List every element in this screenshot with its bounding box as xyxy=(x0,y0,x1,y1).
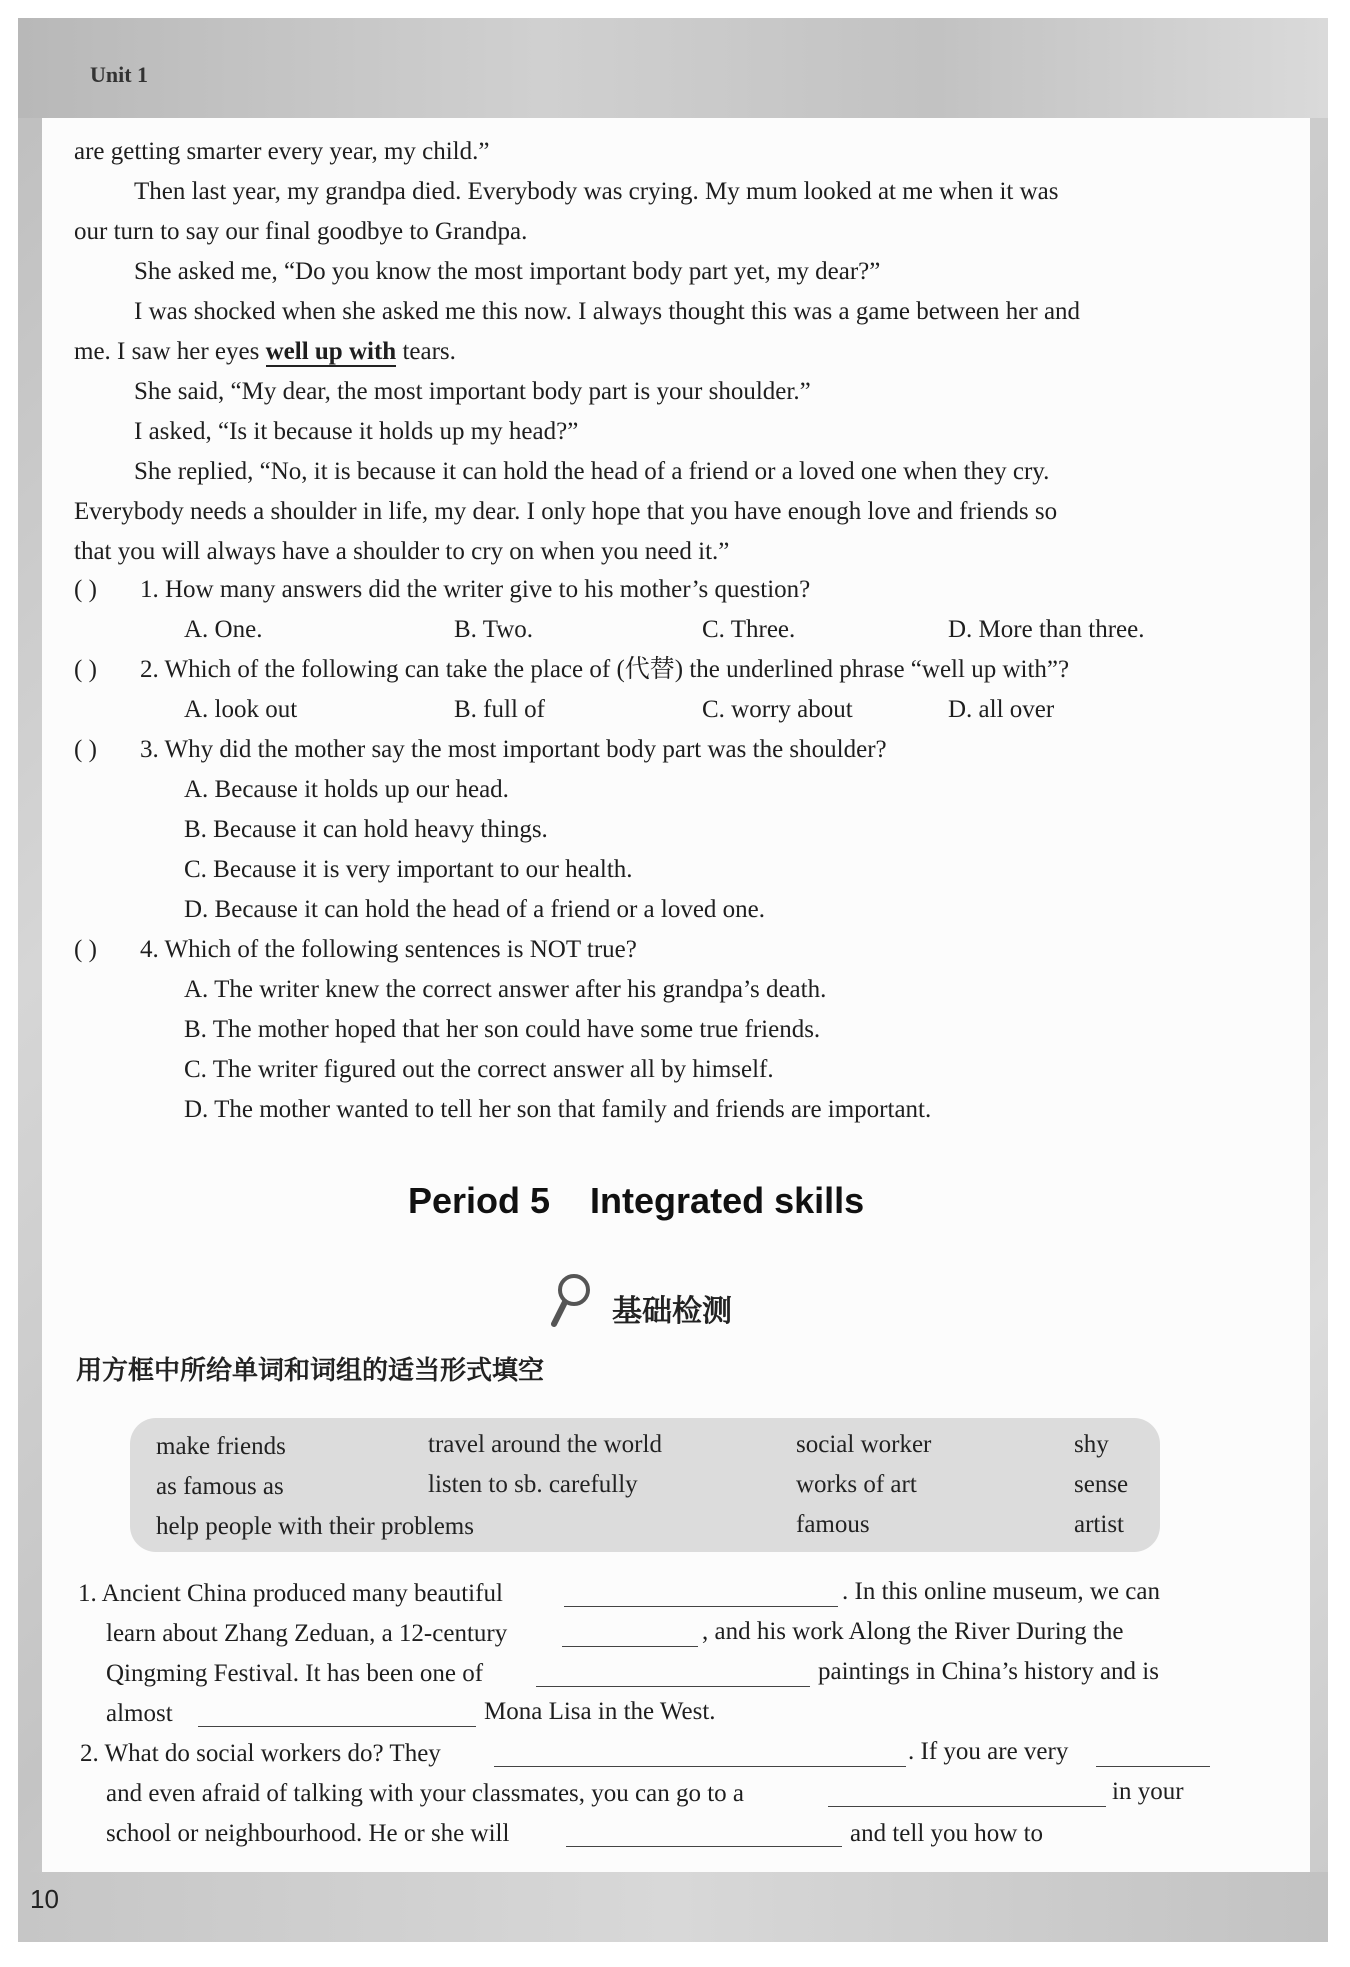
word-option: travel around the world xyxy=(428,1431,662,1458)
exercise-line: , and his work Along the River During the xyxy=(702,1618,1124,1645)
option-a: A. look out xyxy=(184,696,298,723)
exercise-line: 2. What do social workers do? They xyxy=(80,1740,441,1767)
question-stem: 4. Which of the following sentences is NOT true? xyxy=(140,936,637,963)
exercise-line: school or neighbourhood. He or she will xyxy=(106,1820,510,1847)
word-option: as famous as xyxy=(156,1473,284,1500)
word-option: listen to sb. carefully xyxy=(428,1471,638,1498)
passage-line: Then last year, my grandpa died. Everybody was crying. My mum looked at me when it was xyxy=(134,178,1059,205)
word-option: artist xyxy=(1074,1511,1124,1538)
option-d: D. Because it can hold the head of a friend or a loved one. xyxy=(184,896,766,923)
answer-blank[interactable]: ( ) xyxy=(74,656,97,683)
word-option: sense xyxy=(1074,1471,1129,1498)
option-d: D. More than three. xyxy=(948,616,1145,643)
passage-line: our turn to say our final goodbye to Grandpa. xyxy=(74,218,528,245)
option-b: B. The mother hoped that her son could have some true friends. xyxy=(184,1016,821,1043)
passage-line xyxy=(74,336,456,368)
exercise-line: paintings in China’s history and is xyxy=(818,1658,1159,1685)
fill-blank[interactable] xyxy=(494,1740,906,1767)
option-a: A. One. xyxy=(184,616,263,643)
exercise-line: almost xyxy=(106,1700,173,1727)
footer-band xyxy=(18,1872,1328,1942)
word-option: help people with their problems xyxy=(156,1513,474,1540)
exercise-line: . If you are very xyxy=(908,1738,1069,1765)
option-c: C. Three. xyxy=(702,616,796,643)
passage-line: She said, “My dear, the most important body part is your shoulder.” xyxy=(134,378,811,405)
exercise-line: Mona Lisa in the West. xyxy=(484,1698,716,1725)
passage-line: I was shocked when she asked me this now. I always thought this was a game between her and xyxy=(134,298,1081,325)
exercise-line: and even afraid of talking with your classmates, you can go to a xyxy=(106,1780,745,1807)
underlined-phrase: well up with xyxy=(265,338,397,365)
exercise-line: . In this online museum, we can xyxy=(842,1578,1160,1605)
unit-label: Unit 1 xyxy=(90,62,149,87)
passage-line: that you will always have a shoulder to cry on when you need it.” xyxy=(74,538,730,565)
period-title: Period 5 Integrated skills xyxy=(408,1180,865,1221)
question-stem: 2. Which of the following can take the place of (代替) the underlined phrase “well up with”? xyxy=(140,656,1070,683)
option-b: B. Because it can hold heavy things. xyxy=(184,816,548,843)
passage-line: are getting smarter every year, my child.” xyxy=(74,138,490,165)
option-c: C. The writer figured out the correct answer all by himself. xyxy=(184,1056,774,1083)
exercise-line: 1. Ancient China produced many beautiful xyxy=(78,1580,503,1607)
option-c: C. Because it is very important to our health. xyxy=(184,856,633,883)
question-stem: 1. How many answers did the writer give to his mother’s question? xyxy=(140,576,811,603)
answer-blank[interactable]: ( ) xyxy=(74,736,97,763)
option-b: B. Two. xyxy=(454,616,534,643)
exercise-line: in your xyxy=(1112,1778,1184,1805)
section-heading: 基础检测 xyxy=(612,1294,732,1329)
word-option: famous xyxy=(796,1511,870,1538)
fill-blank[interactable] xyxy=(566,1820,842,1847)
fill-blank[interactable] xyxy=(828,1780,1106,1807)
header-band xyxy=(18,18,1328,118)
option-a: A. Because it holds up our head. xyxy=(184,776,509,803)
word-option: social worker xyxy=(796,1431,932,1458)
exercise-line: and tell you how to xyxy=(850,1820,1044,1847)
fill-blank[interactable] xyxy=(562,1620,698,1647)
passage-line: I asked, “Is it because it holds up my head?” xyxy=(134,418,579,445)
exercise-line: learn about Zhang Zeduan, a 12-century xyxy=(106,1620,508,1647)
word-option: make friends xyxy=(156,1433,286,1460)
answer-blank[interactable]: ( ) xyxy=(74,576,97,603)
option-d: D. all over xyxy=(948,696,1055,723)
question-stem: 3. Why did the mother say the most important body part was the shoulder? xyxy=(140,736,887,763)
passage-text: tears. xyxy=(396,338,456,365)
answer-blank[interactable]: ( ) xyxy=(74,936,97,963)
option-b: B. full of xyxy=(454,696,545,723)
fill-blank[interactable] xyxy=(536,1660,810,1687)
fill-blank[interactable] xyxy=(1096,1740,1210,1767)
exercise-line: Qingming Festival. It has been one of xyxy=(106,1660,484,1687)
option-d: D. The mother wanted to tell her son that family and friends are important. xyxy=(184,1096,932,1123)
page-number: 10 xyxy=(30,1884,59,1914)
word-option: works of art xyxy=(796,1471,917,1498)
option-a: A. The writer knew the correct answer after his grandpa’s death. xyxy=(184,976,827,1003)
passage-line: She replied, “No, it is because it can hold the head of a friend or a loved one when they cry. xyxy=(134,458,1050,485)
magnifier-icon xyxy=(548,1272,594,1328)
passage-line: Everybody needs a shoulder in life, my dear. I only hope that you have enough love and friends so xyxy=(74,498,1058,525)
word-option: shy xyxy=(1074,1431,1109,1458)
option-c: C. worry about xyxy=(702,696,853,723)
fill-blank[interactable] xyxy=(564,1580,838,1607)
fill-blank[interactable] xyxy=(198,1700,476,1727)
passage-text: me. I saw her eyes xyxy=(74,338,266,365)
exercise-instruction: 用方框中所给单词和词组的适当形式填空 xyxy=(76,1356,545,1386)
passage-line: She asked me, “Do you know the most important body part yet, my dear?” xyxy=(134,258,881,285)
